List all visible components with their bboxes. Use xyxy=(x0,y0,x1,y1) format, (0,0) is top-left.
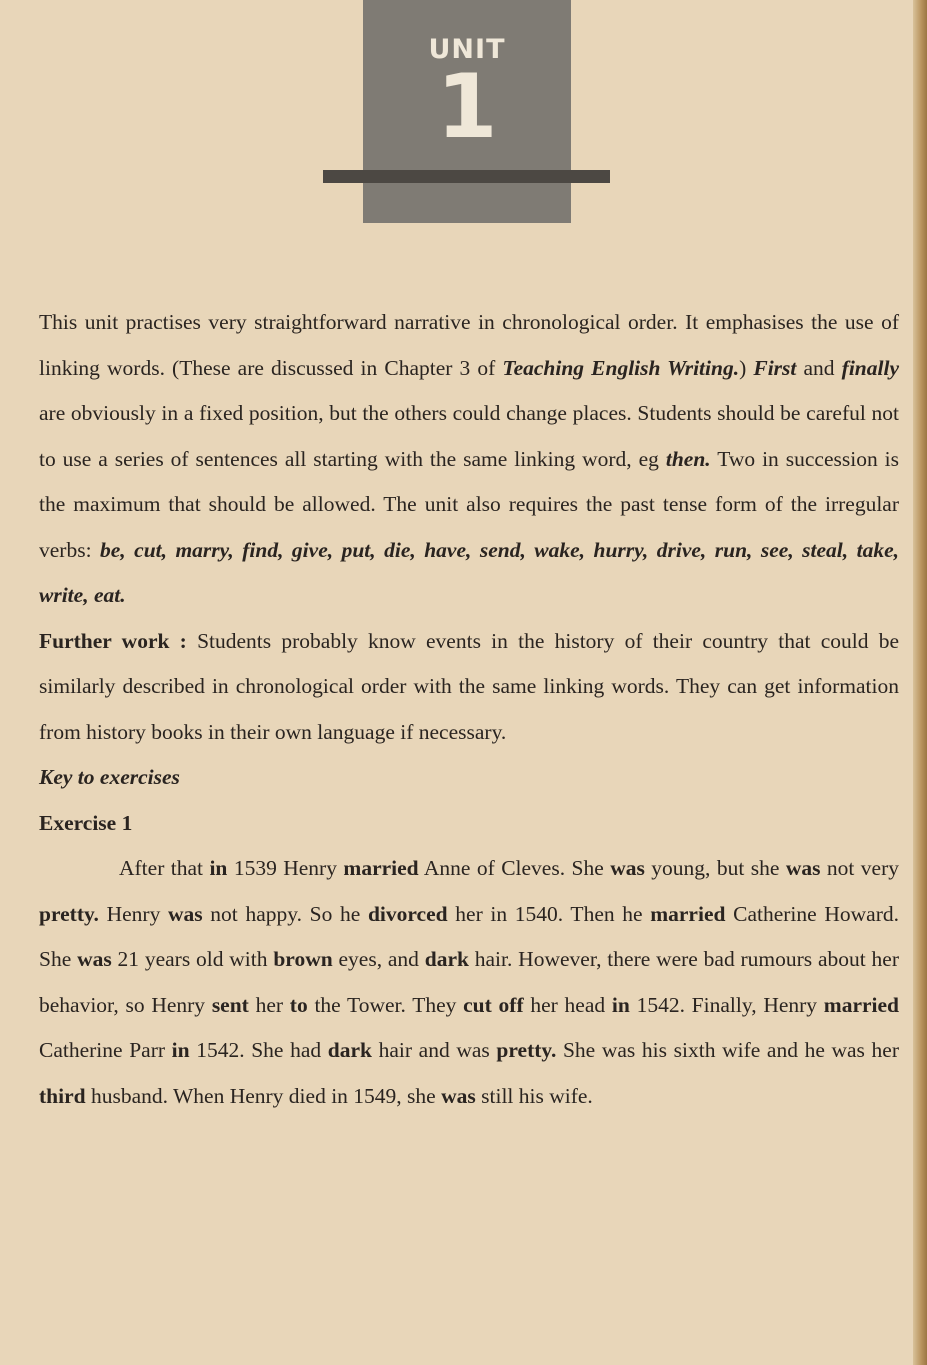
exercise-text: Catherine Howard. She xyxy=(39,901,899,971)
further-work-text: Students probably know events in the history of their country that could be similarly described in chronological order with the same linking words. They can get information from history books in their own language if necessary. xyxy=(39,628,899,744)
intro-text: This unit practises very straightforward narrative in chronological order. It emphasises the use of linking words. (These are discussed in Chapter 3 of xyxy=(39,310,899,380)
further-work-paragraph xyxy=(39,619,899,756)
answer-word: married xyxy=(650,901,726,926)
exercise-text: 21 years old with xyxy=(111,947,274,971)
intro-text: and xyxy=(796,355,842,380)
exercise-text: Anne of Cleves. She xyxy=(418,856,611,880)
answer-word: pretty. xyxy=(39,901,99,926)
exercise-text: hair. However, there were bad rumours about her behavior, so Henry xyxy=(39,947,900,1017)
page-edge xyxy=(913,0,927,1365)
exercise-text: her in 1540. Then he xyxy=(447,901,651,926)
exercise-text: the Tower. They xyxy=(307,992,464,1017)
answer-word: third xyxy=(39,1083,86,1108)
answer-word: in xyxy=(171,1038,190,1062)
linking-word: First xyxy=(753,355,797,380)
linking-word: then. xyxy=(665,446,711,471)
answer-word: married xyxy=(343,856,419,880)
answer-word: in xyxy=(611,992,630,1017)
exercise-text: her head xyxy=(523,992,612,1017)
exercise-text: still his wife. xyxy=(475,1083,593,1108)
intro-text: are obviously in a fixed position, but the others could change places. Students should be careful not to use a series of sentences all starting with the same linking word, eg xyxy=(39,401,899,471)
book-title: Teaching English Writing. xyxy=(502,355,740,380)
exercise-text: After that xyxy=(119,856,210,880)
exercise-text: Catherine Parr xyxy=(39,1038,172,1062)
exercise-text: 1542. She had xyxy=(189,1038,328,1062)
exercise-text: not very xyxy=(820,856,899,880)
exercise-answer xyxy=(39,846,899,1119)
answer-word: was xyxy=(610,856,645,880)
exercise-text: her xyxy=(248,992,290,1017)
answer-word: in xyxy=(209,856,228,880)
answer-word: divorced xyxy=(367,901,448,926)
unit-bar xyxy=(323,170,610,183)
answer-word: dark xyxy=(424,947,469,971)
intro-paragraph xyxy=(39,300,899,619)
exercise-text: hair and was xyxy=(372,1038,497,1062)
unit-label: UNIT xyxy=(428,34,506,65)
linking-word: finally xyxy=(841,355,899,380)
further-work-label: Further work : xyxy=(39,628,187,653)
exercise-text: 1539 Henry xyxy=(227,856,344,880)
exercise-heading-text: Exercise 1 xyxy=(39,810,133,835)
answer-word: brown xyxy=(273,947,333,971)
exercise-text: young, but she xyxy=(644,856,786,880)
key-heading: Key to exercises xyxy=(39,765,180,789)
unit-number: 1 xyxy=(436,55,498,158)
answer-word: cut off xyxy=(463,992,524,1017)
exercise-text: Henry xyxy=(98,901,168,926)
intro-text: Two in succession is the maximum that should be allowed. The unit also requires the past tense form of the irregular verbs: xyxy=(39,446,899,562)
exercise-text: She was his sixth wife and he was her xyxy=(556,1038,900,1062)
answer-word: was xyxy=(441,1083,476,1108)
exercise-text: husband. When Henry died in 1549, she xyxy=(85,1083,442,1108)
page-content xyxy=(39,300,899,1119)
intro-text: ) xyxy=(739,355,754,380)
unit-badge xyxy=(363,0,571,223)
answer-word: to xyxy=(289,992,308,1017)
exercise-text: 1542. Finally, Henry xyxy=(629,992,824,1017)
irregular-verbs: be, cut, marry, find, give, put, die, have, send, wake, hurry, drive, run, see, steal, take, write, eat. xyxy=(39,537,899,607)
answer-word: was xyxy=(167,901,203,926)
answer-word: dark xyxy=(327,1038,372,1062)
answer-word: married xyxy=(823,992,900,1017)
exercise-text: eyes, and xyxy=(332,947,425,971)
answer-word: pretty. xyxy=(496,1038,557,1062)
exercise-text: not happy. So he xyxy=(202,901,368,926)
exercise-heading xyxy=(39,801,899,847)
answer-word: was xyxy=(77,947,112,971)
answer-word: sent xyxy=(211,992,249,1017)
answer-word: was xyxy=(785,856,821,880)
